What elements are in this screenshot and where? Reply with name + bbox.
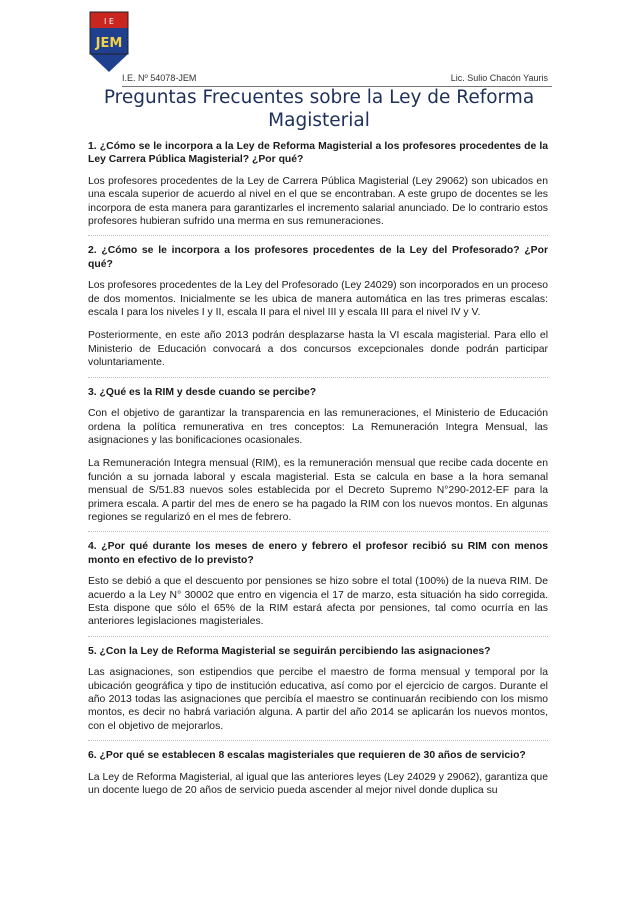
answer-5: Las asignaciones, son estipendios que percibe el maestro de forma mensual y temporal por la ubicación geográfica y tipo de institución educativa, así como por el ejercicio de cargos. Durante el año 2013 todas las asignaciones que percibía el maestro se continuarán recibiendo con los mismo montos, es decir no habrá variación alguna. A partir del año 2014 se aplicarán los nuevos montos, con el objetivo de mejorarlos. (88, 667, 548, 732)
answer-4: Esto se debió a que el descuento por pensiones se hizo sobre el total (100%) de la nueva RIM. De acuerdo a la Ley N° 30002 que entro en vigencia el 17 de marzo, esta situación ha sido corregida. Esta dispone que sólo el 65% de la RIM estará afecta por pensiones, tal como ocurría en las anteriores legislaciones magisteriales. (88, 576, 548, 628)
question-4: 4. ¿Por qué durante los meses de enero y febrero el profesor recibió su RIM con menos monto en efectivo de lo previsto? (88, 541, 548, 566)
answer-2-paragraph-1: Los profesores procedentes de la Ley del Profesorado (Ley 24029) son incorporados en un proceso de dos momentos. Inicialmente se les ubica de manera automática en las tres primeras escalas: escala I para los niveles I y II, escala II para el nivel III y escala III para el nivel IV y V. (88, 280, 548, 319)
section-divider (88, 740, 548, 741)
answer-3-paragraph-2: La Remuneración Integra mensual (RIM), es la remuneración mensual que recibe cada docente en función a su jornada laboral y escala magisterial. Esta se calcula en base a la hora semanal mensual de S/51.83 nuevos soles establecida por el Decreto Supremo N°290-2012-EF para la primera escala. A partir del mes de enero se ha pagado la RIM con los nuevos montos. En algunas regiones se regularizó en el mes de febrero. (88, 458, 548, 523)
section-divider (88, 636, 548, 637)
question-6: 6. ¿Por qué se establecen 8 escalas magisteriales que requieren de 30 años de servicio? (88, 750, 526, 762)
question-5: 5. ¿Con la Ley de Reforma Magisterial se seguirán percibiendo las asignaciones? (88, 645, 491, 657)
logo-top-text: I E (104, 17, 114, 26)
document-title: Preguntas Frecuentes sobre la Ley de Reforma Magisterial (103, 87, 535, 131)
answer-3-paragraph-1: Con el objetivo de garantizar la transparencia en las remuneraciones, el Ministerio de Educación ordena la política remunerativa en tres conceptos: La Remuneración Integra Mensual, las asignaciones y las bonificaciones ocasionales. (88, 408, 548, 446)
question-1: 1. ¿Cómo se le incorpora a la Ley de Reforma Magisterial a los profesores procedentes de la Ley Carrera Pública Magisterial? ¿Por qué? (88, 141, 548, 166)
answer-6: La Ley de Reforma Magisterial, al igual que las anteriores leyes (Ley 24029 y 29062), garantiza que un docente luego de 20 años de servicio pueda ascender al mejor nivel donde duplica su (88, 771, 548, 797)
section-divider (88, 531, 548, 532)
document-body (88, 140, 548, 797)
header-author: Lic. Sulio Chacón Yauris (450, 73, 548, 83)
school-crest-logo (86, 10, 132, 74)
answer-2-paragraph-2: Posteriormente, en este año 2013 podrán desplazarse hasta la VI escala magisterial. Para ello el Ministerio de Educación convocará a dos concursos excepcionales donde podrán participar voluntariamente. (88, 330, 548, 369)
section-divider (88, 377, 548, 378)
header-school-code: I.E. Nº 54078-JEM (122, 73, 197, 83)
logo-text: JEM (95, 36, 123, 51)
question-2: 2. ¿Cómo se le incorpora a los profesores procedentes de la Ley del Profesorado? ¿Por qué? (88, 245, 548, 270)
section-divider (88, 235, 548, 236)
answer-1: Los profesores procedentes de la Ley de Carrera Pública Magisterial (Ley 29062) son ubicados en una escala superior de acuerdo al nivel en el que se encontraban. A este grupo de docentes se les incorpora de esta manera para garantizarles el incremento salarial anunciado. De lo contrario estos profesores hubieran sufrido una merma en sus remuneraciones. (88, 175, 548, 228)
page-header (86, 10, 552, 83)
question-3: 3. ¿Qué es la RIM y desde cuando se percibe? (88, 386, 317, 398)
